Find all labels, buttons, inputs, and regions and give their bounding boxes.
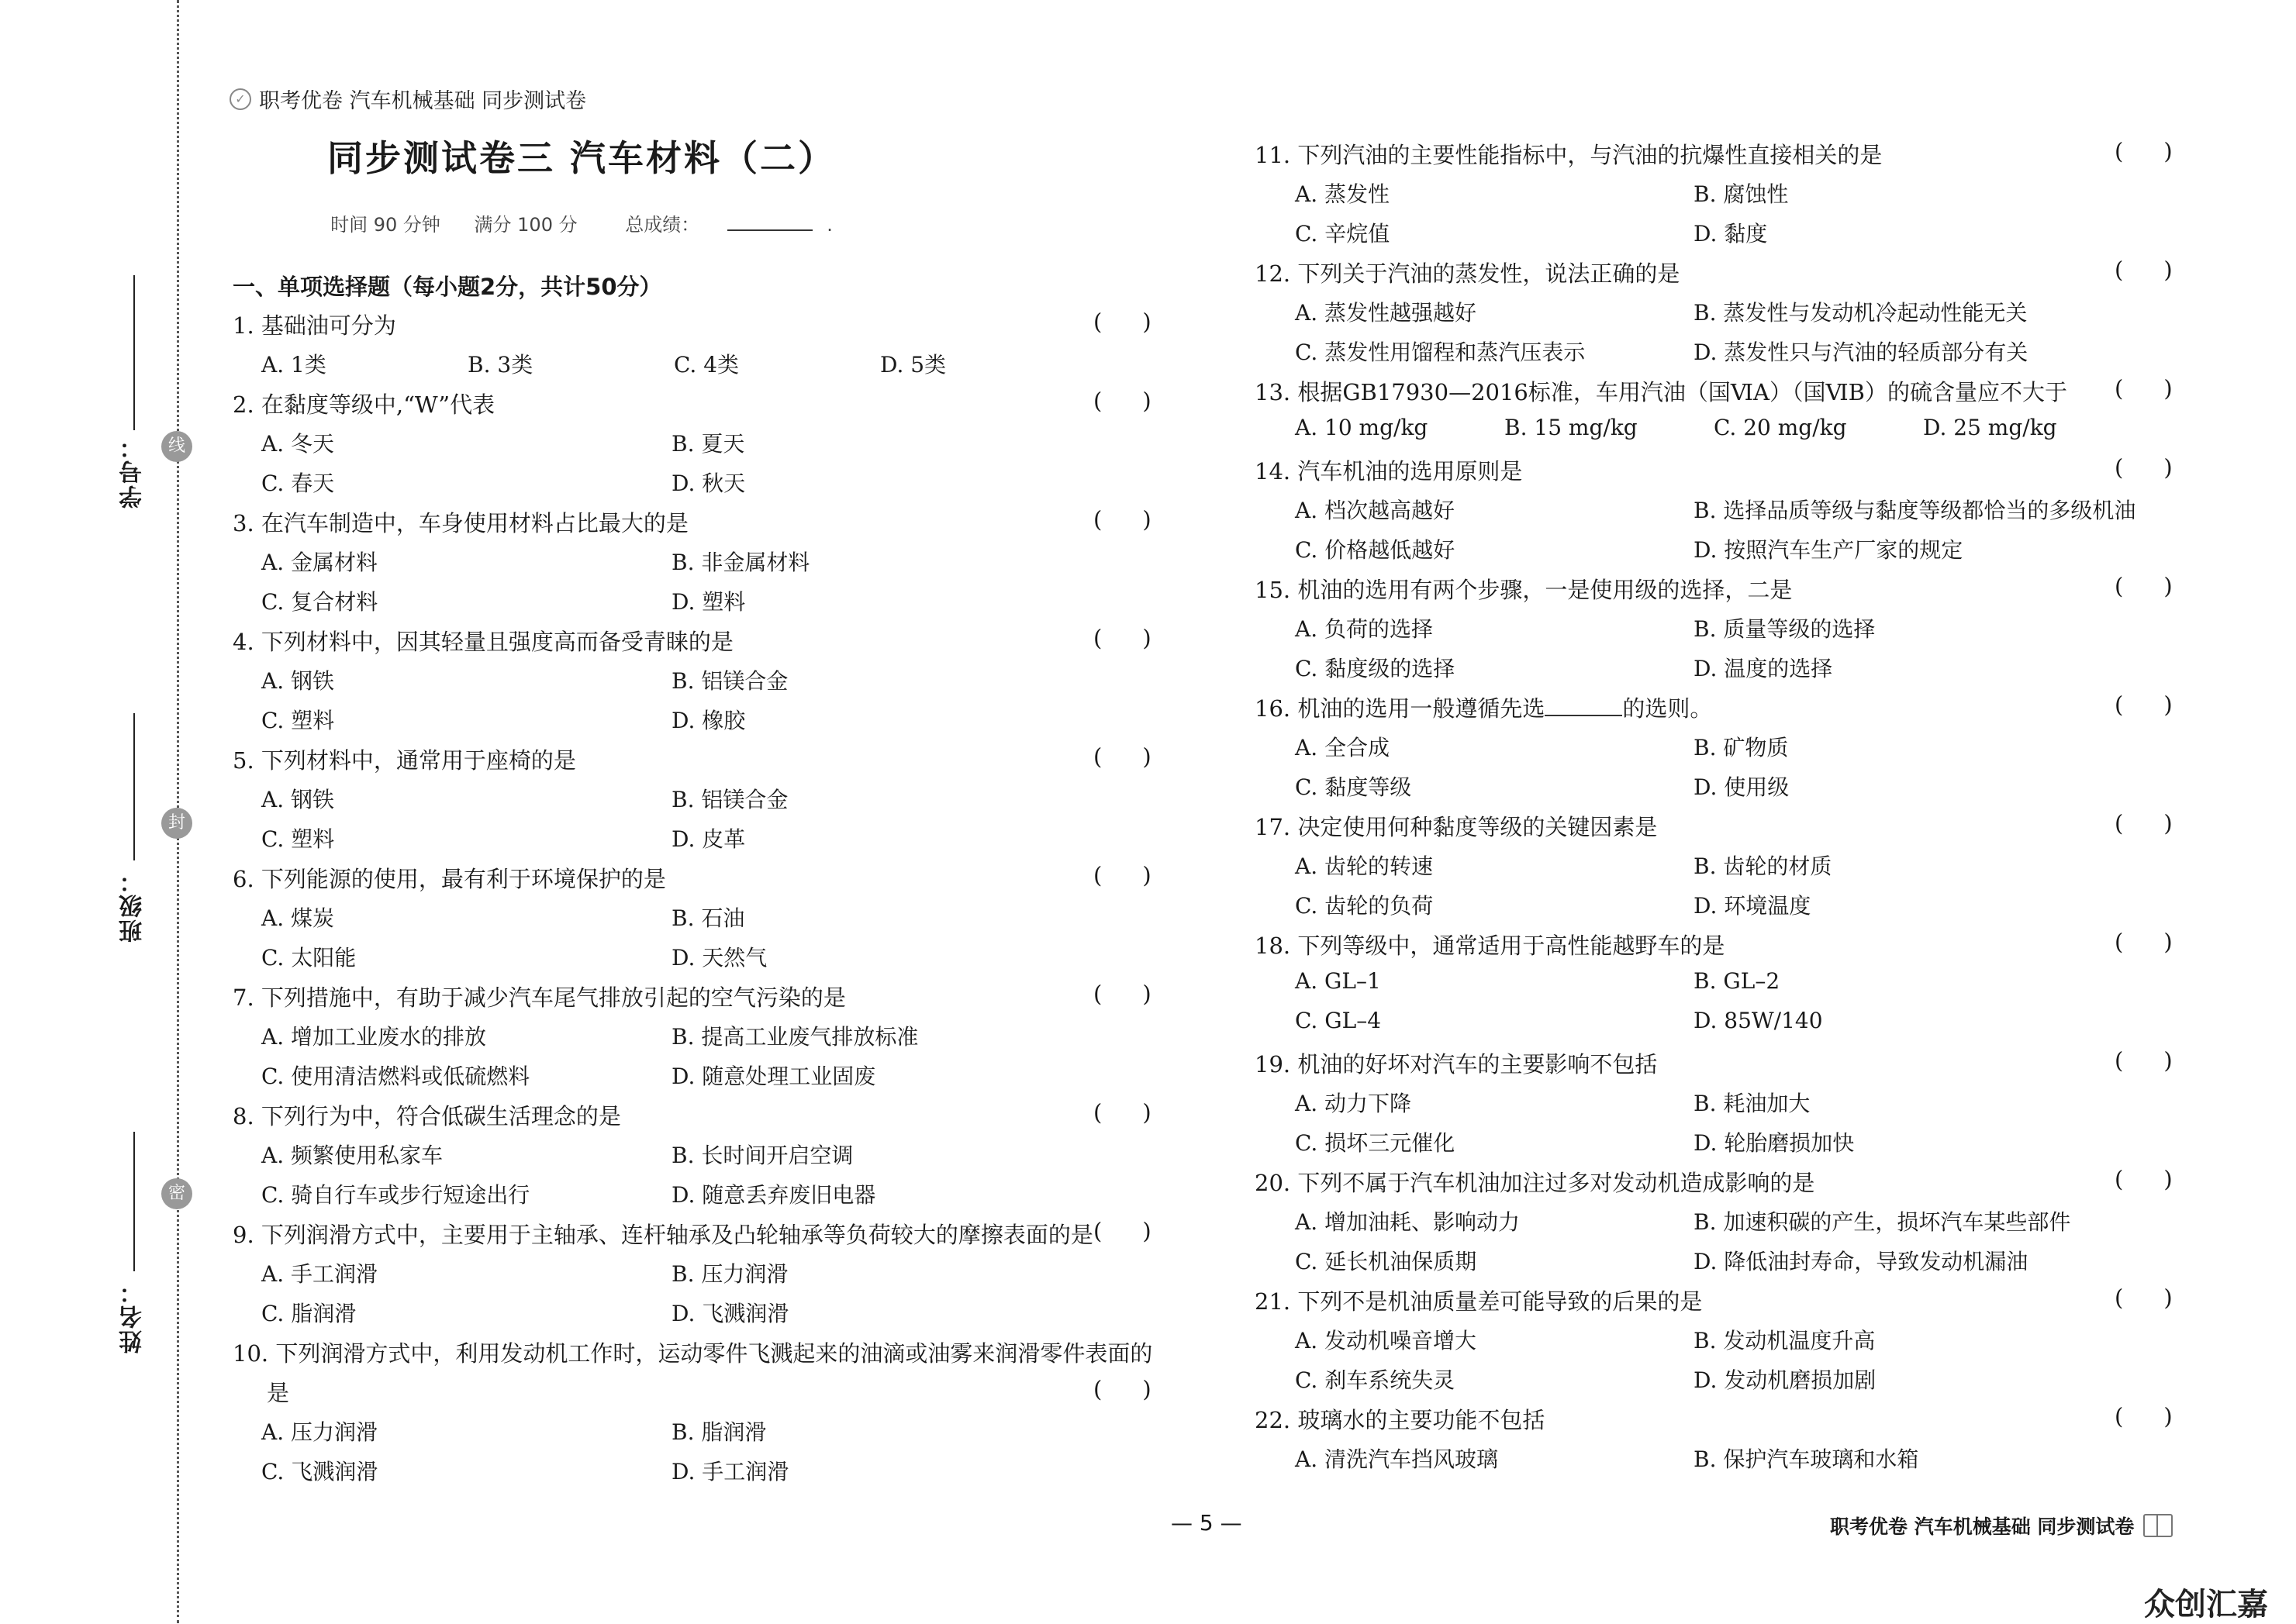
student-id-label: 学号： [119,434,147,509]
question-1-option-b[interactable]: B. 3类 [468,352,533,378]
question-2-stem: 2. 在黏度等级中,“W”代表 [233,391,495,418]
question-12-option-d[interactable]: D. 蒸发性只与汽油的轻质部分有关 [1694,340,2028,365]
question-16-answer-box[interactable]: () [2115,691,2213,718]
question-16-option-a[interactable]: A. 全合成 [1295,735,1390,760]
question-17-answer-box[interactable]: () [2115,810,2213,836]
question-18-option-d[interactable]: D. 85W/140 [1694,1008,1823,1033]
question-1-option-d[interactable]: D. 5类 [880,352,947,378]
question-6-answer-box[interactable]: () [1093,862,1192,888]
question-20-stem: 20. 下列不属于汽车机油加注过多对发动机造成影响的是 [1255,1170,1815,1196]
page-title: 同步测试卷三 汽车材料（二） [326,137,836,179]
question-19-option-b[interactable]: B. 耗油加大 [1694,1091,1811,1116]
question-4-option-d[interactable]: D. 橡胶 [672,708,746,733]
series-name: 职考优卷 汽车机械基础 同步测试卷 [259,89,587,113]
question-9-option-d[interactable]: D. 飞溅润滑 [672,1301,789,1326]
footer-series-name: 职考优卷 汽车机械基础 同步测试卷 [1830,1515,2135,1538]
question-9-option-b[interactable]: B. 压力润滑 [672,1261,789,1287]
question-22-answer-box[interactable]: () [2115,1403,2213,1429]
question-21-option-b[interactable]: B. 发动机温度升高 [1694,1328,1876,1353]
question-4-option-c[interactable]: C. 塑料 [261,708,335,733]
question-10-stem: 10. 下列润滑方式中，利用发动机工作时，运动零件飞溅起来的油滴或油雾来润滑零件表面的 [233,1340,1153,1367]
question-21-answer-box[interactable]: () [2115,1284,2213,1311]
question-14-answer-box[interactable]: () [2115,454,2213,481]
question-21-option-a[interactable]: A. 发动机噪音增大 [1295,1328,1477,1353]
question-5-option-b[interactable]: B. 铝镁合金 [672,787,789,812]
student-id-field[interactable] [133,275,135,430]
question-11-answer-box[interactable]: () [2115,138,2213,164]
question-4-option-b[interactable]: B. 铝镁合金 [672,668,789,694]
question-11-option-c[interactable]: C. 辛烷值 [1295,221,1390,247]
question-19-option-a[interactable]: A. 动力下降 [1295,1091,1412,1116]
question-14-option-c[interactable]: C. 价格越低越好 [1295,537,1455,563]
question-1-stem: 1. 基础油可分为 [233,312,396,339]
question-10-stem-cont: 是 [267,1380,290,1406]
question-11-option-b[interactable]: B. 腐蚀性 [1694,181,1789,207]
question-7-option-c[interactable]: C. 使用清洁燃料或低硫燃料 [261,1064,530,1089]
binding-mark-fold: 密 [161,1178,192,1209]
question-8-option-d[interactable]: D. 随意丢弃废旧电器 [672,1182,876,1208]
question-9-option-c[interactable]: C. 脂润滑 [261,1301,357,1326]
question-2-option-c[interactable]: C. 春天 [261,471,335,496]
question-16-option-b[interactable]: B. 矿物质 [1694,735,1789,760]
book-icon [2143,1514,2173,1537]
question-9-option-a[interactable]: A. 手工润滑 [261,1261,378,1287]
question-13-stem: 13. 根据GB17930—2016标准，车用汽油（国ⅥA）（国ⅥB）的硫含量应不大于 [1255,379,2067,405]
question-3-option-a[interactable]: A. 金属材料 [261,550,378,575]
question-12-option-b[interactable]: B. 蒸发性与发动机冷起动性能无关 [1694,300,2028,326]
question-5-answer-box[interactable]: () [1093,743,1192,770]
question-16-blank[interactable] [1545,715,1622,716]
question-16-option-c[interactable]: C. 黏度等级 [1295,774,1412,800]
question-3-option-d[interactable]: D. 塑料 [672,589,746,615]
question-18-option-c[interactable]: C. GL–4 [1295,1008,1382,1033]
total-score-blank[interactable] [727,229,813,231]
series-header [230,84,586,114]
question-12-option-a[interactable]: A. 蒸发性越强越好 [1295,300,1477,326]
exam-total-score: 总成绩： . [625,214,833,236]
question-8-answer-box[interactable]: () [1093,1099,1192,1126]
question-10-option-d[interactable]: D. 手工润滑 [672,1459,789,1484]
question-11-stem: 11. 下列汽油的主要性能指标中，与汽油的抗爆性直接相关的是 [1255,142,1883,168]
exam-time: 时间 90 分钟 [330,214,440,236]
question-17-option-c[interactable]: C. 齿轮的负荷 [1295,893,1434,919]
question-8-option-b[interactable]: B. 长时间开启空调 [672,1143,854,1168]
question-10-option-c[interactable]: C. 飞溅润滑 [261,1459,378,1484]
question-20-option-c[interactable]: C. 延长机油保质期 [1295,1249,1477,1274]
question-18-answer-box[interactable]: () [2115,929,2213,955]
question-18-stem: 18. 下列等级中，通常适用于高性能越野车的是 [1255,933,1725,959]
question-5-option-a[interactable]: A. 钢铁 [261,787,335,812]
question-21-option-c[interactable]: C. 刹车系统失灵 [1295,1367,1455,1393]
question-5-option-d[interactable]: D. 皮革 [672,826,746,852]
question-13-option-a[interactable]: A. 10 mg/kg [1295,415,1428,440]
question-13-answer-box[interactable]: () [2115,375,2213,402]
question-3-option-b[interactable]: B. 非金属材料 [672,550,810,575]
footer-series [1830,1512,2173,1540]
question-13-option-d[interactable]: D. 25 mg/kg [1923,415,2057,440]
question-11-option-d[interactable]: D. 黏度 [1694,221,1768,247]
question-4-stem: 4. 下列材料中，因其轻量且强度高而备受青睐的是 [233,629,734,655]
question-7-stem: 7. 下列措施中，有助于减少汽车尾气排放引起的空气污染的是 [233,984,846,1011]
question-8-option-a[interactable]: A. 频繁使用私家车 [261,1143,444,1168]
question-22-option-b[interactable]: B. 保护汽车玻璃和水箱 [1694,1446,1919,1472]
question-18-option-b[interactable]: B. GL–2 [1694,968,1780,994]
check-circle-icon: ✓ [230,88,251,110]
question-8-option-c[interactable]: C. 骑自行车或步行短途出行 [261,1182,530,1208]
question-19-option-c[interactable]: C. 损坏三元催化 [1295,1130,1455,1156]
question-7-answer-box[interactable]: () [1093,981,1192,1007]
question-10-option-b[interactable]: B. 脂润滑 [672,1419,767,1445]
question-3-option-c[interactable]: C. 复合材料 [261,589,378,615]
question-7-option-b[interactable]: B. 提高工业废气排放标准 [672,1024,919,1050]
question-2-option-d[interactable]: D. 秋天 [672,471,746,496]
question-3-stem: 3. 在汽车制造中，车身使用材料占比最大的是 [233,510,689,536]
question-1-option-a[interactable]: A. 1类 [261,352,326,378]
question-13-option-b[interactable]: B. 15 mg/kg [1504,415,1638,440]
question-11-option-a[interactable]: A. 蒸发性 [1295,181,1390,207]
question-6-stem: 6. 下列能源的使用，最有利于环境保护的是 [233,866,666,892]
question-8-stem: 8. 下列行为中，符合低碳生活理念的是 [233,1103,621,1129]
name-label: 姓名： [119,1279,147,1353]
question-1-option-c[interactable]: C. 4类 [674,352,740,378]
question-19-option-d[interactable]: D. 轮胎磨损加快 [1694,1130,1855,1156]
exam-full-score: 满分 100 分 [474,214,578,236]
question-6-option-b[interactable]: B. 石油 [672,905,745,931]
question-12-option-c[interactable]: C. 蒸发性用馏程和蒸汽压表示 [1295,340,1586,365]
question-15-option-a[interactable]: A. 负荷的选择 [1295,616,1434,642]
question-15-stem: 15. 机油的选用有两个步骤，一是使用级的选择，二是 [1255,577,1793,603]
binding-mark-seal: 封 [161,808,192,839]
question-4-option-a[interactable]: A. 钢铁 [261,668,335,694]
question-14-option-b[interactable]: B. 选择品质等级与黏度等级都恰当的多级机油 [1694,498,2136,523]
question-17-option-a[interactable]: A. 齿轮的转速 [1295,853,1434,879]
question-6-option-c[interactable]: C. 太阳能 [261,945,357,971]
question-5-option-c[interactable]: C. 塑料 [261,826,335,852]
question-13-option-c[interactable]: C. 20 mg/kg [1714,415,1847,440]
question-22-stem: 22. 玻璃水的主要功能不包括 [1255,1407,1545,1433]
question-17-stem: 17. 决定使用何种黏度等级的关键因素是 [1255,814,1658,840]
question-20-option-d[interactable]: D. 降低油封寿命，导致发动机漏油 [1694,1249,2028,1274]
question-7-option-a[interactable]: A. 增加工业废水的排放 [261,1024,487,1050]
question-10-answer-box[interactable]: () [1093,1376,1192,1402]
exam-meta [0,209,1163,236]
class-field[interactable] [133,713,135,860]
question-21-stem: 21. 下列不是机油质量差可能导致的后果的是 [1255,1288,1703,1315]
page-number: — 5 — [1171,1510,1242,1536]
question-12-answer-box[interactable]: () [2115,257,2213,283]
question-2-answer-box[interactable]: () [1093,388,1192,414]
question-20-option-b[interactable]: B. 加速积碳的产生，损坏汽车某些部件 [1694,1209,2071,1235]
question-15-answer-box[interactable]: () [2115,573,2213,599]
question-9-stem: 9. 下列润滑方式中，主要用于主轴承、连杆轴承及凸轮轴承等负荷较大的摩擦表面的是 [233,1222,1093,1248]
question-14-stem: 14. 汽车机油的选用原则是 [1255,458,1523,484]
question-15-option-d[interactable]: D. 温度的选择 [1694,656,1833,681]
section-heading: 一、单项选择题（每小题2分，共计50分） [233,274,662,300]
question-15-option-b[interactable]: B. 质量等级的选择 [1694,616,1876,642]
question-6-option-d[interactable]: D. 天然气 [672,945,768,971]
question-16-stem-end: 的选则。 [1622,695,1713,722]
question-2-option-a[interactable]: A. 冬天 [261,431,335,457]
question-6-option-a[interactable]: A. 煤炭 [261,905,335,931]
question-18-option-a[interactable]: A. GL–1 [1295,968,1381,994]
question-16-stem: 16. 机油的选用一般遵循先选 的选则。 [1255,695,1713,722]
question-12-stem: 12. 下列关于汽油的蒸发性，说法正确的是 [1255,260,1680,287]
question-9-answer-box[interactable]: () [1093,1218,1192,1244]
question-16-option-d[interactable]: D. 使用级 [1694,774,1790,800]
question-20-answer-box[interactable]: () [2115,1166,2213,1192]
question-14-option-a[interactable]: A. 档次越高越好 [1295,498,1455,523]
question-14-option-d[interactable]: D. 按照汽车生产厂家的规定 [1694,537,1963,563]
question-2-option-b[interactable]: B. 夏天 [672,431,745,457]
class-label: 班级： [119,868,147,943]
watermark: 众创汇嘉 [2144,1587,2268,1622]
binding-mark-line: 线 [161,431,192,462]
question-1-answer-box[interactable]: () [1093,309,1192,335]
question-21-option-d[interactable]: D. 发动机磨损加剧 [1694,1367,1877,1393]
question-19-answer-box[interactable]: () [2115,1047,2213,1074]
question-15-option-c[interactable]: C. 黏度级的选择 [1295,656,1455,681]
question-22-option-a[interactable]: A. 清洗汽车挡风玻璃 [1295,1446,1499,1472]
question-10-option-a[interactable]: A. 压力润滑 [261,1419,378,1445]
question-5-stem: 5. 下列材料中，通常用于座椅的是 [233,747,576,774]
question-3-answer-box[interactable]: () [1093,506,1192,533]
question-17-option-d[interactable]: D. 环境温度 [1694,893,1811,919]
question-17-option-b[interactable]: B. 齿轮的材质 [1694,853,1832,879]
question-20-option-a[interactable]: A. 增加油耗、影响动力 [1295,1209,1521,1235]
question-7-option-d[interactable]: D. 随意处理工业固废 [672,1064,876,1089]
name-field[interactable] [133,1132,135,1271]
question-19-stem: 19. 机油的好坏对汽车的主要影响不包括 [1255,1051,1658,1077]
question-4-answer-box[interactable]: () [1093,625,1192,651]
